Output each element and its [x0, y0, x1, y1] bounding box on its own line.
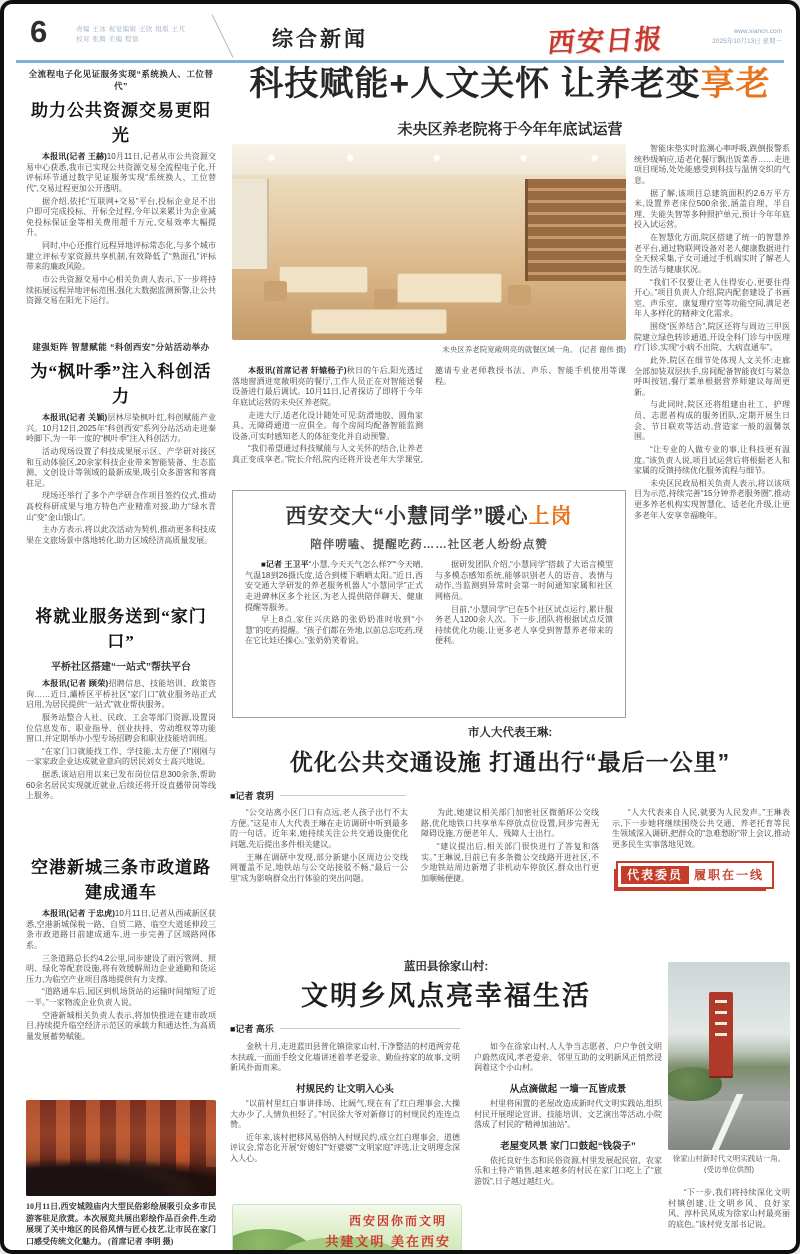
- headline-accent: 上岗: [528, 505, 573, 528]
- article-kicker: 全流程电子化见证服务实现“系统换人、工位替代”: [28, 69, 214, 91]
- main-article-columns: [232, 366, 626, 484]
- byline-row: [230, 789, 406, 802]
- body-paragraph: 据研发团队介绍,“小慧同学”搭载了大语言模型与多模态感知系统,能够识别老人的语音、表情与动作,当监测到异常时会第一时间通知家属和社区网格员。: [435, 560, 613, 601]
- civility-banner-ad: [232, 1204, 462, 1254]
- village-photo-caption: 徐家山村新时代文明实践站一角。 (受访单位供图): [672, 1154, 786, 1174]
- lead-paragraph: [26, 413, 216, 445]
- box-subtitle: 陪伴唠嗑、提醒吃药……社区老人纷纷点赞: [310, 539, 548, 551]
- article-headline: 空港新城三条市政道路建成通车: [31, 858, 211, 902]
- article-body: [435, 560, 613, 647]
- body-paragraph: “我们希望通过科技赋能与人文关怀的结合,让养老真正变成享老。”院长介绍,院内还将开设老年大学课堂,邀请专业老师教授书法、声乐、智能手机使用等课程。: [232, 366, 626, 464]
- photo-detail: [26, 1152, 216, 1196]
- body-paragraph: 此外,院区在细节处体现人文关怀:走廊全部加装双层扶手,房间配备智能夜灯与紧急呼叫按钮,餐厅菜单根据营养师建议每周更新。: [634, 355, 790, 397]
- body-paragraph: 同时,中心还推行远程异地评标常态化,与多个城市建立评标专家资源共享机制,有效降低了“熟面孔”评标带来的廉政风险。: [26, 241, 216, 272]
- crowd-photo: [26, 1100, 216, 1196]
- lead-paragraph: [26, 152, 216, 195]
- body-paragraph: “让专业的人做专业的事,让科技更有温度。”该负责人说,项目试运营后将根据老人和家属的反馈持续优化服务流程与细节。: [634, 444, 790, 476]
- article-kicker: 建强矩阵 智慧赋能 “科创西安”分站活动举办: [32, 342, 210, 352]
- body-paragraph: 如今在徐家山村,人人争当志愿者、户户争创文明户蔚然成风,孝老爱亲、邻里互助的文明新风正悄然浸润着这个小山村。: [474, 1042, 662, 1073]
- lead-byline: ■记者 王卫平: [261, 560, 309, 569]
- body-paragraph: 三条道路总长约4.2公里,同步建设了雨污管网、照明、绿化等配套设施,将有效缓解周边企业通勤和货运压力,为临空产业项目落地提供有力支撑。: [26, 953, 216, 984]
- body-paragraph: “建议提出后,相关部门很快进行了答复和落实。”王琳说,目前已有多条微公交线路开进社区,不少地铁站周边新增了非机动车停放区,群众出行更加顺畅便捷。: [421, 841, 599, 883]
- article-body: [245, 615, 423, 647]
- article-public-resource: [26, 68, 216, 332]
- byline-rule: [280, 1028, 460, 1029]
- body-paragraph: 现场还举行了多个产学研合作项目签约仪式,推动高校科研成果与地方特色产业精准对接,助力“绿水青山”变“金山银山”。: [26, 491, 216, 522]
- article-body: [421, 808, 599, 884]
- headline-text: 科技赋能+人文关怀 让养老变: [249, 65, 701, 103]
- body-paragraph: 主办方表示,将以此次活动为契机,推动更多科技成果在文旅场景中落地转化,助力区域经济高质量发展。: [26, 525, 216, 545]
- headline-text: 西安交大“小慧同学”暖心: [285, 505, 529, 528]
- article-subhead: 老屋变风景 家门口鼓起“钱袋子”: [500, 1140, 636, 1152]
- article-body: [26, 713, 216, 802]
- header-rule: [16, 60, 784, 63]
- article-body: [26, 954, 216, 1043]
- body-paragraph: 围绕“医养结合”,院区还将与周边三甲医院建立绿色转诊通道,开设全科门诊与中医理疗门诊,实现“小病不出院、大病直通车”。: [634, 322, 790, 353]
- body-paragraph: “以前村里红白事讲排场、比阔气,现在有了红白理事会,大操大办少了,人情负担轻了。”村民徐大爷对新修订的村规民约连连点赞。: [230, 1098, 460, 1130]
- lead-text: 秋日的午后,阳光透过落地窗洒进宽敞明亮的餐厅,工作人员正在对智能送餐设备进行最后调试。10月11日,记者探访了即将于今年年底试运营的未央区养老院。: [232, 366, 423, 407]
- article-employment-service: [26, 602, 216, 844]
- badge-prefix: 代表委员: [621, 866, 689, 884]
- header-divider: [212, 14, 234, 58]
- column-2: [474, 1042, 662, 1254]
- box-columns: [245, 560, 613, 706]
- main-area: [230, 66, 790, 1254]
- body-paragraph: 王琳在调研中发现,部分新建小区周边公交线网覆盖不足,地铁站与公交站接驳不畅,“最后一公里”成为影响群众出行体验的突出问题。: [230, 852, 408, 883]
- article-body: [230, 1042, 460, 1074]
- box-column-2: [435, 560, 613, 706]
- article-body: [26, 197, 216, 307]
- body-paragraph: 近年来,该村把移风易俗纳入村规民约,成立红白理事会、道德评议会,常态化开展“好媳妇”“好婆婆”“文明家庭”评选,让文明理念深入人心。: [230, 1132, 460, 1163]
- duty-badge: [616, 861, 774, 889]
- body-paragraph: “公交站离小区门口有点远,老人孩子出行不太方便。”这是市人大代表王琳在走访调研中听到最多的一句话。近年来,她持续关注公共交通设施优化问题,先后提出多件相关建议。: [230, 808, 408, 849]
- column-3: [668, 1188, 790, 1254]
- article-kicker: 蓝田县徐家山村:: [403, 961, 489, 973]
- body-paragraph: 早上8点,家住兴庆路的张奶奶准时收到“小慧”的吃药提醒。“孩子们都在外地,以前总忘吃药,现在它比娃还操心。”张奶奶笑着说。: [245, 615, 423, 646]
- byline-text: ■记者 袁玥: [230, 791, 274, 801]
- photo-detail: [525, 179, 627, 281]
- headline-accent: 享老: [700, 65, 771, 103]
- photo-detail: [232, 179, 269, 269]
- body-paragraph: 为此,她建议相关部门加密社区微循环公交线路,优化地铁口共享单车停放点位设置,同步完善无障碍设施,方便老年人、残障人士出行。: [421, 808, 599, 839]
- lead-paragraph: [26, 679, 216, 711]
- lead-paragraph: [26, 909, 216, 952]
- body-paragraph: 未央区民政局相关负责人表示,将以该项目为示范,持续完善“15分钟养老服务圈”,推动更多养老机构实现智慧化、适老化升级,让更多老年人安享幸福晚年。: [634, 478, 790, 520]
- body-paragraph: 据了解,该项目总建筑面积约2.6万平方米,设置养老床位500余张,涵盖自理、半自理、失能失智等多种照护单元,预计今年年底投入试运营。: [634, 188, 790, 230]
- column-3: [612, 808, 790, 968]
- lead-byline: 本报讯(记者 顾荣): [42, 679, 109, 688]
- section-title: 综合新闻: [272, 28, 368, 51]
- body-paragraph: 空港新城相关负责人表示,将加快推进在建市政项目,持续提升临空经济示范区的承载力和通达性,为高质量发展蓄势赋能。: [26, 1010, 216, 1041]
- body-paragraph: 据悉,该站启用以来已发布岗位信息300余条,帮助60余名居民实现就近就业,后续还将开设直播带岗等线上服务。: [26, 770, 216, 801]
- article-maple-season: [26, 341, 216, 593]
- lead-text: 10月11日,记者从市公共资源交易中心获悉,我市已实现公共资源交易全流程电子化,开评标环节通过数字见证服务实现“系统换人、工位替代”,交易过程更加公开透明。: [26, 152, 216, 193]
- body-paragraph: “我们不仅要让老人住得安心,更要住得开心。”项目负责人介绍,院内配套建设了书画室、声乐室、康复理疗室等功能空间,满足老年人多样化的精神文化需求。: [634, 277, 790, 319]
- column-1: [230, 808, 408, 968]
- box-headline: [245, 500, 613, 530]
- article-wanglin: [230, 724, 790, 968]
- article-body: [26, 447, 216, 547]
- main-article-right-column: [634, 144, 790, 722]
- photo-detail: [508, 285, 532, 305]
- photo-detail: [397, 273, 501, 302]
- byline-row: [230, 1022, 460, 1035]
- lead-text: “小慧,今天天气怎么样?”“今天晴,气温18到26摄氏度,适合到楼下晒晒太阳。”近日,西安交通大学研发的养老服务机器人“小慧同学”正式走进碑林区多个社区,为老人提供陪伴聊天、健康提醒等服务。: [245, 560, 423, 612]
- lead-byline: 本报讯(记者 于忠虎): [42, 909, 115, 918]
- article-kicker: 市人大代表王琳:: [467, 727, 553, 739]
- article-headline: 优化公共交通设施 打通出行“最后一公里”: [289, 749, 731, 775]
- credits-line2: 校对 张腾 美编 程愔: [76, 35, 139, 43]
- article-subhead: 从点滴做起 一墙一瓦皆成景: [509, 1083, 627, 1095]
- body-paragraph: 依托良好生态和民俗资源,村里发展起民宿、农家乐和土特产销售,越来越多的村民在家门口吃上了“旅游饭”,日子越过越红火。: [474, 1155, 662, 1186]
- banner-line2: 共建文明 美在西安: [325, 1234, 451, 1249]
- body-paragraph: “下一步,我们将持续深化文明村镇创建,让文明乡风、良好家风、淳朴民风成为徐家山村最亮丽的底色。”该村党支部书记说。: [668, 1188, 790, 1229]
- body-paragraph: 活动现场设置了科技成果展示区、产学研对接区和互动体验区,20余家科技企业带来智能装备、生态监测、文创设计等领域的最新成果,吸引众多游客和客商驻足。: [26, 446, 216, 488]
- body-paragraph: 智能床垫实时监测心率呼吸,跌倒报警系统秒级响应,适老化餐厅飘出饭菜香……走进项目现场,处处能感受到科技与温情交织的气息。: [634, 144, 790, 185]
- article-airport-roads: [26, 853, 216, 1091]
- article-body: [668, 1188, 790, 1231]
- article-headline: 为“枫叶季”注入科创活力: [30, 362, 212, 406]
- main-subtitle: 未央区养老院将于今年年底试运营: [397, 121, 623, 138]
- body-paragraph: “人大代表来自人民,就要为人民发声。”王琳表示,下一步她将继续围绕公共交通、养老托育等民生领域深入调研,把群众的“急难愁盼”带上会议,推动更多民生实事落地见效。: [612, 808, 790, 849]
- body-paragraph: 据介绍,依托“互联网+交易”平台,投标企业足不出户即可完成投标、开标全过程,今年以来累计为企业减免投标保证金等相关费用超千万元,交易效率大幅提升。: [26, 196, 216, 238]
- issue-date: 2025年10月13日 星期一: [712, 38, 782, 46]
- page-number: 6: [30, 14, 48, 49]
- article-body: [474, 1042, 662, 1074]
- body-paragraph: 市公共资源交易中心相关负责人表示,下一步将持续拓展远程异地评标范围,强化大数据监测预警,让公共资源交易在阳光下运行。: [26, 274, 216, 306]
- article-columns: [230, 808, 790, 968]
- article-body: [230, 1099, 460, 1165]
- article-subhead: 平桥社区搭建“一站式”帮扶平台: [51, 662, 191, 673]
- lead-text: 招聘信息、技能培训、政策咨询……近日,灞桥区平桥社区“家门口”就业服务站正式启用,为居民提供“一站式”就业帮扶服务。: [26, 679, 216, 710]
- lead-byline: 本报讯(记者 王赫): [42, 152, 107, 161]
- main-headline: [230, 66, 790, 103]
- photo-detail: [279, 266, 368, 293]
- column-2: [421, 808, 599, 968]
- body-paragraph: 目前,“小慧同学”已在5个社区试点运行,累计服务老人1200余人次。下一步,团队将根据试点反馈持续优化功能,让更多老人享受到智慧养老带来的便利。: [435, 604, 613, 646]
- lead-text: 层林尽染枫叶红,科创赋能产业兴。10月12日,2025年“科创西安”系列分站活动走进秦岭脚下,为一年一度的“枫叶季”注入科创活力。: [26, 413, 216, 444]
- body-paragraph: 服务站整合人社、民政、工会等部门资源,设置岗位信息发布、职业指导、创业扶持、劳动维权等功能窗口,并定期举办小型专场招聘会和职业技能培训班。: [26, 712, 216, 744]
- credits-line1: 责编 王冰 视觉编辑 王欣 组版 王芃: [76, 26, 186, 33]
- editor-credits: [76, 25, 186, 45]
- website-url: www.xiancn.com: [733, 28, 782, 35]
- carehome-photo-caption: 未央区养老院宽敞明亮的就餐区域一角。 (记者 谢伟 摄): [442, 345, 626, 354]
- photo-detail: [311, 309, 447, 335]
- article-body: [474, 1156, 662, 1188]
- photo-detail: [374, 289, 398, 309]
- lead-byline: 本报讯(首席记者 轩辕杨子): [248, 366, 347, 375]
- masthead-logo: 西安日报: [546, 23, 666, 59]
- body-paragraph: “在家门口就能找工作、学技能,太方便了!”刚刚与一家家政企业达成就业意向的居民刘女士高兴地说。: [26, 746, 216, 767]
- article-body: [230, 808, 408, 884]
- website-date: [712, 27, 782, 48]
- article-body: [634, 144, 790, 521]
- lead-byline: 本报讯(记者 关颖): [42, 413, 108, 422]
- lead-paragraph: [232, 366, 423, 409]
- left-column: [26, 68, 216, 1247]
- article-headline: 助力公共资源交易更阳光: [31, 101, 211, 145]
- body-paragraph: 与此同时,院区还将组建由社工、护理员、志愿者构成的服务团队,定期开展生日会、节日联欢等活动,营造家一般的温馨氛围。: [634, 400, 790, 442]
- article-subhead: 村规民约 让文明入心头: [296, 1083, 394, 1095]
- body-paragraph: 村里将闲置的老屋改造成新时代文明实践站,组织村民开展理论宣讲、技能培训、文艺演出等活动,小院落成了村民的“精神加油站”。: [474, 1098, 662, 1130]
- article-body: [474, 1099, 662, 1131]
- body-paragraph: “道路通车后,园区到机场货站的运输时间缩短了近一半。”一家物流企业负责人说。: [26, 987, 216, 1007]
- crowd-photo-caption: 10月11日,西安城隍庙内大型民俗彩绘展吸引众多市民游客驻足欣赏。本次展览共展出彩绘作品百余件,生动展现了关中地区的民俗风情与匠心技艺,让市民在家门口感受传统文化魅力。 (首席记者 李明 摄): [26, 1202, 216, 1246]
- box-article-robot: [232, 490, 626, 718]
- carehome-photo: [232, 144, 626, 340]
- article-village: [230, 958, 790, 1254]
- photo-detail: [264, 281, 288, 301]
- article-headline: 将就业服务送到“家门口”: [35, 607, 207, 651]
- page-header: [26, 16, 782, 58]
- column-1: [230, 1042, 460, 1200]
- article-body: [612, 808, 790, 851]
- box-column-1: [245, 560, 423, 706]
- body-paragraph: 金秋十月,走进蓝田县普化镇徐家山村,干净整洁的村道两旁花木扶疏,一面面手绘文化墙讲述着孝老爱亲、勤俭持家的故事,文明新风扑面而来。: [230, 1042, 460, 1073]
- lead-text: 10月11日,记者从西咸新区获悉,空港新城保税一路、自贸二路、临空大道延伸段三条市政道路日前建成通车,进一步完善了区域路网体系。: [26, 909, 216, 950]
- body-paragraph: 走进大厅,适老化设计随处可见:防滑地胶、圆角家具、无障碍通道一应俱全。每个房间均配备智能监测设备,可实时感知老人的体征变化并自动预警。: [232, 410, 423, 441]
- byline-rule: [280, 795, 406, 796]
- article-headline: 文明乡风点亮幸福生活: [301, 981, 591, 1011]
- byline-text: ■记者 高乐: [230, 1024, 274, 1034]
- photo-detail: [709, 992, 733, 1076]
- lead-paragraph: [245, 560, 423, 613]
- photo-detail: [232, 154, 626, 162]
- banner-line1: 西安因你而文明: [348, 1214, 447, 1228]
- badge-suffix: 履职在一线: [694, 867, 765, 882]
- village-photo: [668, 962, 790, 1150]
- body-paragraph: 在智慧化方面,院区搭建了统一的智慧养老平台,通过物联网设备对老人健康数据进行全天候采集,子女可通过手机端实时了解老人的生活与健康状况。: [634, 233, 790, 274]
